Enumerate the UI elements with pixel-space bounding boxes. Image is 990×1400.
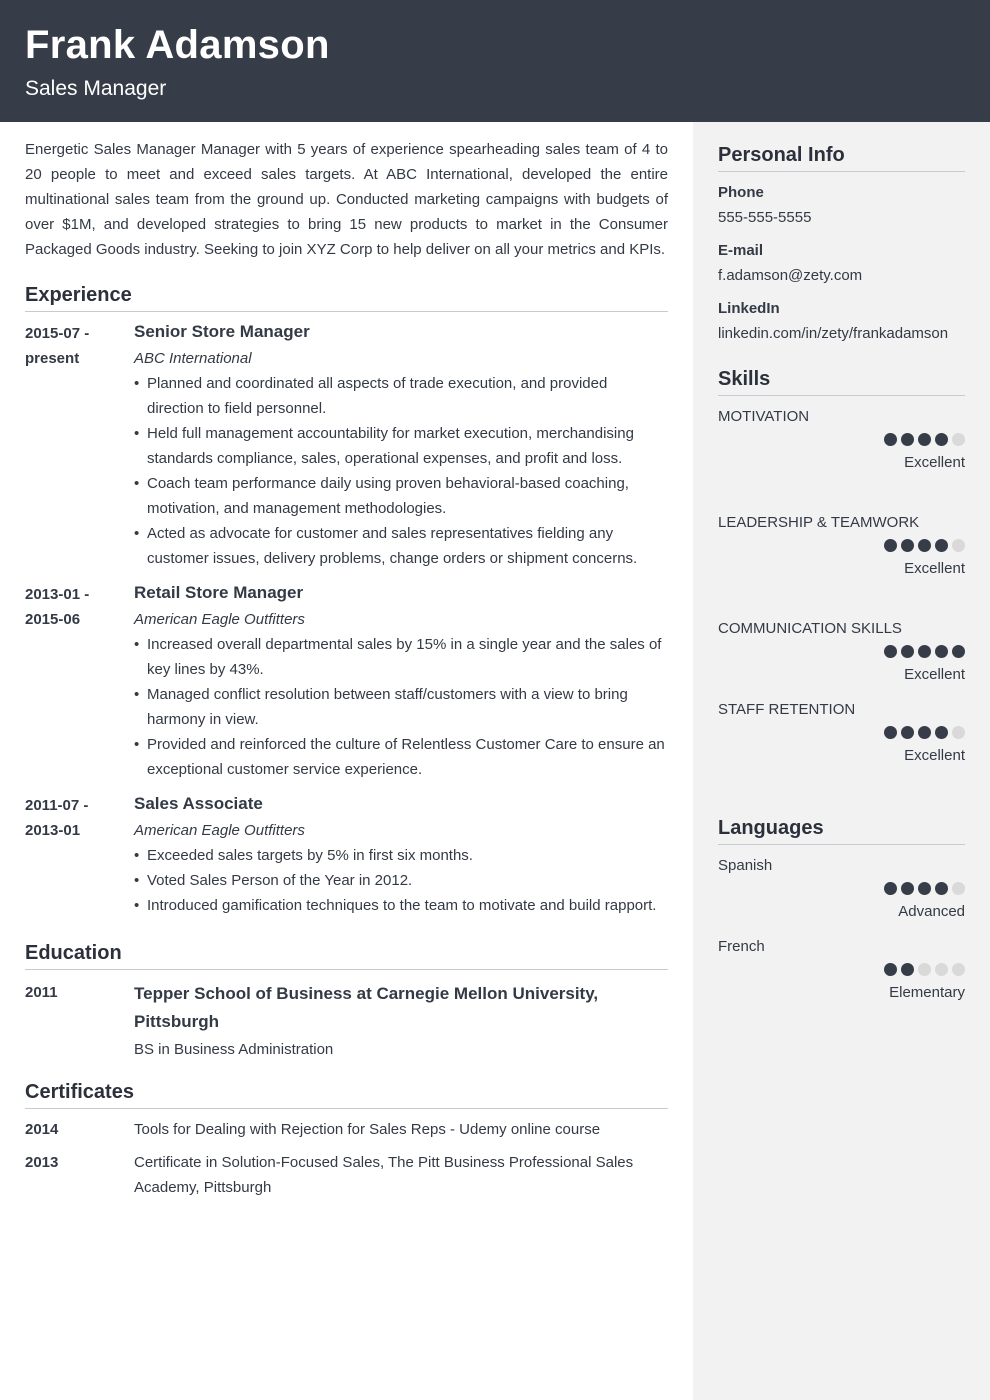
- rating-dot-filled: [884, 882, 897, 895]
- skill-name: STAFF RETENTION: [718, 701, 856, 718]
- language-level: Advanced: [898, 903, 965, 920]
- personal-info-heading: Personal Info: [718, 142, 965, 172]
- job-company: ABC International: [134, 350, 252, 367]
- certificate-date: 2014: [25, 1121, 59, 1138]
- education-date: 2011: [25, 984, 58, 1001]
- rating-dot-filled: [918, 882, 931, 895]
- job-bullet: • Exceeded sales targets by 5% in first six months.: [134, 843, 668, 868]
- rating-dot-filled: [884, 645, 897, 658]
- resume-header: [0, 0, 990, 122]
- job-date: 2013-01 - 2015-06: [25, 586, 90, 628]
- language-item: [718, 937, 965, 1001]
- skill-item: [718, 513, 965, 577]
- job-bullets: [134, 843, 668, 918]
- job-bullet: • Held full management accountability for market execution, merchandising standards compliance, sales, operational expenses, and profit and loss.: [134, 421, 668, 471]
- rating-dot-filled: [935, 882, 948, 895]
- certificate-date: 2013: [25, 1154, 59, 1171]
- rating-dot-filled: [918, 726, 931, 739]
- job-bullet: • Planned and coordinated all aspects of trade execution, and provided direction to field personnel.: [134, 371, 668, 421]
- rating-dot-empty: [952, 882, 965, 895]
- job-bullet: • Acted as advocate for customer and sales representatives fielding any customer issues, delivery problems, change orders or shipment concerns.: [134, 521, 668, 571]
- skill-item: [718, 407, 965, 471]
- rating-dot-filled: [884, 539, 897, 552]
- rating-dot-filled: [918, 539, 931, 552]
- rating-dot-filled: [884, 726, 897, 739]
- rating-dot-empty: [952, 726, 965, 739]
- skill-name: COMMUNICATION SKILLS: [718, 620, 902, 637]
- email-value: f.adamson@zety.com: [718, 267, 863, 284]
- job-company: American Eagle Outfitters: [134, 611, 305, 628]
- education-degree: BS in Business Administration: [134, 1041, 334, 1058]
- job-bullet: • Provided and reinforced the culture of Relentless Customer Care to ensure an exceptional customer service experience.: [134, 732, 668, 782]
- skill-level: Excellent: [904, 747, 965, 764]
- experience-heading: Experience: [25, 282, 668, 312]
- job-bullet: • Managed conflict resolution between staff/customers with a view to bring harmony in view.: [134, 682, 668, 732]
- rating-dot-empty: [952, 963, 965, 976]
- rating-dot-filled: [884, 433, 897, 446]
- job-bullet: • Voted Sales Person of the Year in 2012.: [134, 868, 668, 893]
- language-level: Elementary: [889, 984, 965, 1001]
- education-heading: Education: [25, 940, 668, 970]
- summary-text: Energetic Sales Manager Manager with 5 years of experience spearheading sales team of 4 to 20 people to meet and exceed sales targets. At ABC International, developed the entire multinational sales team from the ground up. Conducted marketing campaigns with budgets of over $1M, and developed strategies to bring 15 new products to market in the Consumer Packaged Goods industry. Seeking to join XYZ Corp to help deliver on all your metrics and KPIs.: [25, 141, 668, 258]
- rating-dot-filled: [901, 539, 914, 552]
- rating-dot-empty: [952, 433, 965, 446]
- skill-rating-dots: [884, 539, 965, 552]
- rating-dot-empty: [918, 963, 931, 976]
- language-rating-dots: [884, 963, 965, 976]
- rating-dot-filled: [935, 645, 948, 658]
- job-title: Senior Store Manager: [134, 322, 310, 341]
- phone-value: 555-555-5555: [718, 209, 812, 226]
- skills-heading: Skills: [718, 366, 965, 396]
- candidate-role: Sales Manager: [25, 77, 167, 100]
- certificates-heading: Certificates: [25, 1079, 668, 1109]
- language-rating-dots: [884, 882, 965, 895]
- rating-dot-filled: [918, 645, 931, 658]
- phone-label: Phone: [718, 184, 764, 201]
- job-bullets: [134, 632, 668, 782]
- certificate-text: Tools for Dealing with Rejection for Sales Reps - Udemy online course: [134, 1121, 601, 1138]
- rating-dot-filled: [935, 539, 948, 552]
- rating-dot-filled: [901, 433, 914, 446]
- education-school: Tepper School of Business at Carnegie Mellon University, Pittsburgh: [134, 984, 599, 1031]
- rating-dot-filled: [935, 726, 948, 739]
- language-item: [718, 856, 965, 920]
- rating-dot-filled: [901, 882, 914, 895]
- rating-dot-empty: [935, 963, 948, 976]
- skill-item: [718, 700, 965, 764]
- skill-name: MOTIVATION: [718, 408, 810, 425]
- rating-dot-filled: [918, 433, 931, 446]
- rating-dot-filled: [952, 645, 965, 658]
- job-bullet: • Introduced gamification techniques to the team to motivate and build rapport.: [134, 893, 668, 918]
- rating-dot-filled: [901, 726, 914, 739]
- skill-rating-dots: [884, 645, 965, 658]
- linkedin-label: LinkedIn: [718, 300, 780, 317]
- job-bullet: • Increased overall departmental sales by 15% in a single year and the sales of key lines by 43%.: [134, 632, 668, 682]
- job-date: 2011-07 - 2013-01: [25, 797, 89, 839]
- language-name: Spanish: [718, 857, 773, 874]
- job-date: 2015-07 - present: [25, 325, 90, 367]
- skill-name: LEADERSHIP & TEAMWORK: [718, 514, 920, 531]
- certificate-text: Certificate in Solution-Focused Sales, The Pitt Business Professional Sales Academy, Pittsburgh: [134, 1154, 634, 1196]
- skill-item: [718, 619, 965, 683]
- job-title: Retail Store Manager: [134, 583, 304, 602]
- skill-rating-dots: [884, 726, 965, 739]
- skill-level: Excellent: [904, 666, 965, 683]
- skill-level: Excellent: [904, 560, 965, 577]
- rating-dot-filled: [901, 963, 914, 976]
- skill-level: Excellent: [904, 454, 965, 471]
- linkedin-value: linkedin.com/in/zety/frankadamson: [718, 325, 949, 342]
- language-name: French: [718, 938, 765, 955]
- rating-dot-filled: [935, 433, 948, 446]
- job-bullets: [134, 371, 668, 571]
- rating-dot-filled: [901, 645, 914, 658]
- candidate-name: Frank Adamson: [25, 23, 330, 67]
- rating-dot-filled: [884, 963, 897, 976]
- job-bullet: • Coach team performance daily using proven behavioral-based coaching, motivation, and management methodologies.: [134, 471, 668, 521]
- job-title: Sales Associate: [134, 794, 263, 813]
- skill-rating-dots: [884, 433, 965, 446]
- rating-dot-empty: [952, 539, 965, 552]
- sidebar: [693, 122, 990, 1400]
- languages-heading: Languages: [718, 815, 965, 845]
- job-company: American Eagle Outfitters: [134, 822, 305, 839]
- email-label: E-mail: [718, 242, 764, 259]
